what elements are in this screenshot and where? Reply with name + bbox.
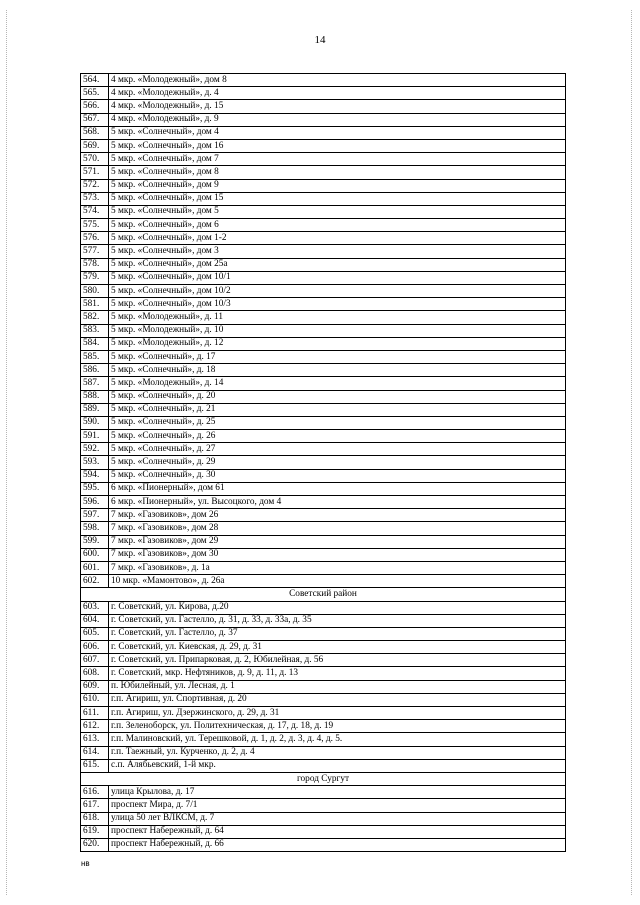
table-row [81,654,566,667]
row-number: 577. [81,245,109,258]
row-address: 5 мкр. «Солнечный», дом 9 [109,179,566,192]
address-table [80,73,566,852]
row-number: 569. [81,139,109,152]
row-number: 573. [81,192,109,205]
row-number: 592. [81,443,109,456]
table-row [81,350,566,363]
row-address: 10 мкр. «Мамонтово», д. 26а [109,575,566,588]
row-address: 7 мкр. «Газовиков», д. 1а [109,561,566,574]
table-row [81,786,566,799]
row-number: 585. [81,350,109,363]
row-number: 614. [81,746,109,759]
table-row [81,601,566,614]
row-number: 602. [81,575,109,588]
table-row [81,377,566,390]
scan-edge-left [6,10,8,895]
row-address: 5 мкр. «Солнечный», д. 30 [109,469,566,482]
footer-mark: нв [81,859,90,868]
row-address: 6 мкр. «Пионерный», ул. Высоцкого, дом 4 [109,496,566,509]
row-number: 567. [81,113,109,126]
row-address: 7 мкр. «Газовиков», дом 26 [109,509,566,522]
row-address: г.п. Таежный, ул. Курченко, д. 2, д. 4 [109,746,566,759]
row-address: 5 мкр. «Солнечный», дом 1-2 [109,232,566,245]
row-number: 564. [81,74,109,87]
row-number: 581. [81,298,109,311]
row-number: 616. [81,786,109,799]
row-address: 5 мкр. «Солнечный», дом 4 [109,126,566,139]
table-row [81,522,566,535]
table-row [81,258,566,271]
table-row [81,74,566,87]
table-row [81,166,566,179]
row-address: 5 мкр. «Солнечный», дом 7 [109,153,566,166]
row-address: 5 мкр. «Солнечный», д. 25 [109,416,566,429]
row-address: 7 мкр. «Газовиков», дом 29 [109,535,566,548]
row-number: 611. [81,707,109,720]
row-number: 579. [81,271,109,284]
row-number: 566. [81,100,109,113]
table-row [81,139,566,152]
table-row [81,192,566,205]
row-number: 587. [81,377,109,390]
table-row [81,205,566,218]
row-address: 5 мкр. «Солнечный», дом 10/1 [109,271,566,284]
table-row [81,535,566,548]
table-row [81,430,566,443]
row-number: 604. [81,614,109,627]
row-address: 5 мкр. «Солнечный», дом 6 [109,219,566,232]
row-address: г. Советский, ул. Припарковая, д. 2, Юбилейная, д. 56 [109,654,566,667]
table-row [81,561,566,574]
table-row [81,416,566,429]
row-address: 5 мкр. «Солнечный», дом 3 [109,245,566,258]
row-address: г. Советский, ул. Кирова, д.20 [109,601,566,614]
row-number: 596. [81,496,109,509]
table-row [81,324,566,337]
section-title: Советский район [81,588,566,601]
row-number: 600. [81,548,109,561]
row-number: 597. [81,509,109,522]
row-number: 608. [81,667,109,680]
row-address: 4 мкр. «Молодежный», д. 4 [109,87,566,100]
row-number: 572. [81,179,109,192]
table-row [81,799,566,812]
row-address: 5 мкр. «Солнечный», д. 21 [109,403,566,416]
table-row [81,245,566,258]
row-number: 589. [81,403,109,416]
table-row [81,469,566,482]
table-row [81,126,566,139]
row-number: 618. [81,812,109,825]
row-number: 591. [81,430,109,443]
table-row [81,285,566,298]
row-address: 5 мкр. «Солнечный», дом 15 [109,192,566,205]
row-address: 5 мкр. «Солнечный», дом 8 [109,166,566,179]
table-row [81,667,566,680]
row-number: 584. [81,337,109,350]
row-number: 578. [81,258,109,271]
table-row [81,733,566,746]
row-address: 5 мкр. «Солнечный», дом 10/2 [109,285,566,298]
row-address: 5 мкр. «Солнечный», д. 26 [109,430,566,443]
section-header-row [81,588,566,601]
row-address: п. Юбилейный, ул. Лесная, д. 1 [109,680,566,693]
table-row [81,509,566,522]
table-row [81,87,566,100]
table-row [81,100,566,113]
table-row [81,680,566,693]
row-number: 612. [81,720,109,733]
row-address: 4 мкр. «Молодежный», д. 9 [109,113,566,126]
table-row [81,759,566,772]
row-number: 568. [81,126,109,139]
table-row [81,271,566,284]
row-number: 601. [81,561,109,574]
row-number: 619. [81,825,109,838]
scan-edge-right [631,10,633,895]
row-address: с.п. Алябьевский, 1-й мкр. [109,759,566,772]
table-row [81,456,566,469]
table-row [81,232,566,245]
table-row [81,443,566,456]
row-number: 571. [81,166,109,179]
row-number: 605. [81,627,109,640]
row-address: 7 мкр. «Газовиков», дом 30 [109,548,566,561]
row-address: г.п. Зеленоборск, ул. Политехническая, д. 17, д. 18, д. 19 [109,720,566,733]
row-address: г.п. Малиновский, ул. Терешковой, д. 1, д. 2, д. 3, д. 4, д. 5. [109,733,566,746]
row-address: 7 мкр. «Газовиков», дом 28 [109,522,566,535]
row-number: 582. [81,311,109,324]
row-number: 599. [81,535,109,548]
row-number: 575. [81,219,109,232]
row-address: 5 мкр. «Молодежный», д. 14 [109,377,566,390]
row-address: 5 мкр. «Солнечный», д. 17 [109,350,566,363]
table-row [81,390,566,403]
table-row [81,641,566,654]
row-address: 5 мкр. «Солнечный», д. 29 [109,456,566,469]
row-address: 5 мкр. «Солнечный», дом 25а [109,258,566,271]
row-address: 5 мкр. «Солнечный», дом 5 [109,205,566,218]
row-address: проспект Набережный, д. 66 [109,838,566,851]
table-row [81,707,566,720]
row-number: 586. [81,364,109,377]
row-address: г. Советский, ул. Киевская, д. 29, д. 31 [109,641,566,654]
row-number: 576. [81,232,109,245]
row-number: 609. [81,680,109,693]
row-number: 606. [81,641,109,654]
row-address: 5 мкр. «Молодежный», д. 11 [109,311,566,324]
table-row [81,548,566,561]
row-address: 5 мкр. «Солнечный», д. 20 [109,390,566,403]
row-address: 5 мкр. «Солнечный», дом 10/3 [109,298,566,311]
row-number: 613. [81,733,109,746]
row-number: 595. [81,482,109,495]
row-address: проспект Набережный, д. 64 [109,825,566,838]
row-number: 574. [81,205,109,218]
row-address: г.п. Агириш, ул. Дзержинского, д. 29, д. 31 [109,707,566,720]
row-address: 6 мкр. «Пионерный», дом 61 [109,482,566,495]
row-address: 5 мкр. «Молодежный», д. 10 [109,324,566,337]
section-header-row [81,772,566,785]
table-row [81,496,566,509]
row-number: 565. [81,87,109,100]
table-row [81,838,566,851]
table-row [81,219,566,232]
row-address: г.п. Агириш, ул. Спортивная, д. 20 [109,693,566,706]
row-address: 5 мкр. «Солнечный», д. 18 [109,364,566,377]
row-number: 603. [81,601,109,614]
address-table-body [81,74,566,852]
section-title: город Сургут [81,772,566,785]
table-row [81,364,566,377]
row-number: 570. [81,153,109,166]
page-number: 14 [314,34,326,46]
row-number: 610. [81,693,109,706]
row-number: 615. [81,759,109,772]
row-address: г. Советский, ул. Гастелло, д. 37 [109,627,566,640]
table-row [81,153,566,166]
row-number: 598. [81,522,109,535]
table-row [81,693,566,706]
row-number: 583. [81,324,109,337]
row-address: г. Советский, ул. Гастелло, д. 31, д. 33, д. 33а, д. 35 [109,614,566,627]
row-number: 590. [81,416,109,429]
row-address: 4 мкр. «Молодежный», дом 8 [109,74,566,87]
row-address: 4 мкр. «Молодежный», д. 15 [109,100,566,113]
row-number: 580. [81,285,109,298]
table-row [81,812,566,825]
table-row [81,825,566,838]
row-address: улица 50 лет ВЛКСМ, д. 7 [109,812,566,825]
table-row [81,614,566,627]
row-address: 5 мкр. «Молодежный», д. 12 [109,337,566,350]
row-number: 594. [81,469,109,482]
table-row [81,179,566,192]
row-address: улица Крылова, д. 17 [109,786,566,799]
table-row [81,311,566,324]
table-row [81,403,566,416]
row-number: 593. [81,456,109,469]
row-address: проспект Мира, д. 7/1 [109,799,566,812]
row-number: 607. [81,654,109,667]
table-row [81,113,566,126]
table-row [81,627,566,640]
table-row [81,575,566,588]
row-address: 5 мкр. «Солнечный», д. 27 [109,443,566,456]
table-row [81,298,566,311]
row-number: 617. [81,799,109,812]
table-row [81,746,566,759]
table-row [81,482,566,495]
row-number: 588. [81,390,109,403]
table-row [81,720,566,733]
table-row [81,337,566,350]
row-address: г. Советский, мкр. Нефтяников, д. 9, д. 11, д. 13 [109,667,566,680]
row-number: 620. [81,838,109,851]
row-address: 5 мкр. «Солнечный», дом 16 [109,139,566,152]
